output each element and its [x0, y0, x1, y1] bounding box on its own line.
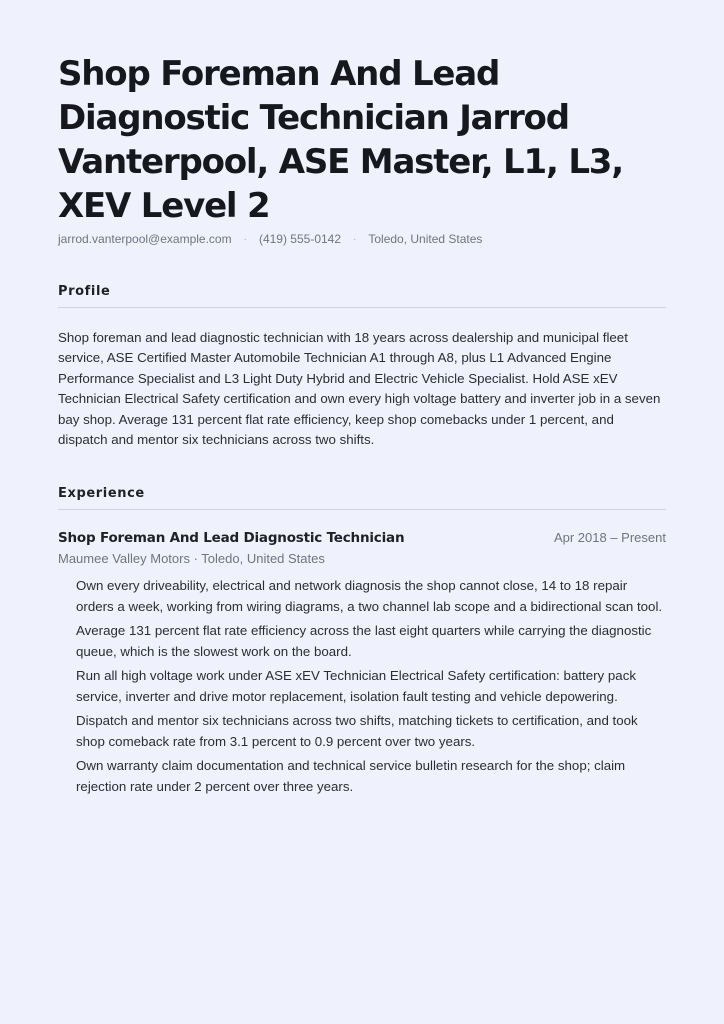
profile-summary: Shop foreman and lead diagnostic technician with 18 years across dealership and municipal fleet service, ASE Certified Master Automobile Technician A1 through A8, plus L1 Advanced Engine Performance Specialist and L3 Light Duty Hybrid and Electric Vehicle Specialist. Hold ASE xEV Technician Electrical Safety certification and own every high voltage battery and inverter job in a seven bay shop. Average 131 percent flat rate efficiency, keep shop comebacks under 1 percent, and dispatch and mentor six technicians across two shifts. [58, 330, 661, 448]
job-bullet: Run all high voltage work under ASE xEV Technician Electrical Safety certification: battery pack service, inverter and drive motor replacement, isolation fault testing and vehicle depowering. [76, 668, 636, 704]
job-header [58, 530, 666, 546]
job-organization: Maumee Valley Motors · Toledo, United States [58, 551, 325, 567]
job-bullet: Own warranty claim documentation and technical service bulletin research for the shop; claim rejection rate under 2 percent over three years. [76, 758, 626, 794]
experience-section [58, 486, 666, 796]
job-title: Shop Foreman And Lead Diagnostic Technician [58, 530, 405, 547]
contact-separator: · [243, 233, 247, 245]
email-text[interactable]: jarrod.vanterpool@example.com [58, 232, 232, 246]
job-bullets [58, 576, 666, 796]
phone-text[interactable]: (419) 555-0142 [258, 232, 342, 246]
location-text: Toledo, United States [368, 232, 483, 246]
candidate-name: Shop Foreman And Lead Diagnostic Technician Jarrod Vanterpool, ASE Master, L1, L3, XEV Level 2 [58, 54, 623, 226]
profile-heading: Profile [58, 284, 666, 308]
job-dates: Apr 2018 – Present [553, 530, 666, 546]
job-entry [58, 530, 666, 796]
job-bullet: Dispatch and mentor six technicians across two shifts, matching tickets to certification, and took shop comeback rate from 3.1 percent to 0.9 percent over two years. [76, 713, 638, 749]
contact-separator: · [353, 233, 357, 245]
job-bullet: Average 131 percent flat rate efficiency across the last eight quarters while carrying the diagnostic queue, which is the slowest work on the board. [76, 623, 652, 659]
job-bullet: Own every driveability, electrical and network diagnosis the shop cannot close, 14 to 18 repair orders a week, working from wiring diagrams, a two channel lab scope and a bidirectional scan tool. [76, 578, 663, 614]
profile-section [58, 284, 666, 450]
experience-heading: Experience [58, 486, 666, 510]
contact-line [58, 232, 666, 246]
